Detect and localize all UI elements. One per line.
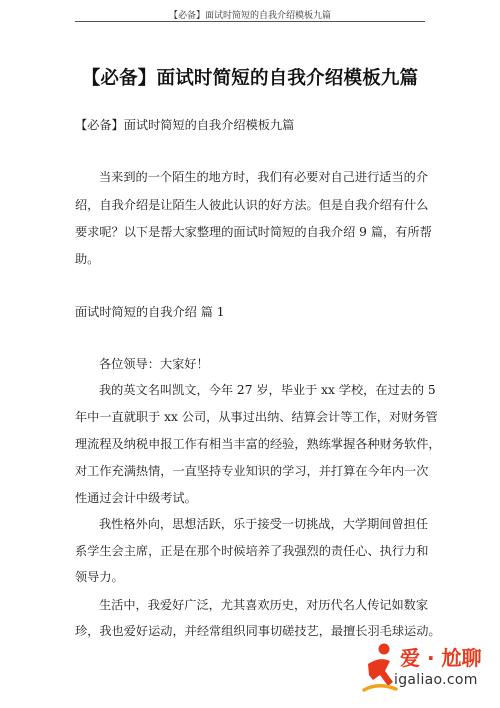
paragraph-line: 我的英文名叫凯文，今年 27 岁，毕业于 xx 学校，在过去的 5 bbox=[99, 383, 436, 397]
intro-line: 绍，自我介绍是让陌生人彼此认识的好方法。但是自我介绍有什么 bbox=[75, 198, 429, 212]
document-subtitle: 【必备】面试时简短的自我介绍模板九篇 bbox=[75, 118, 295, 132]
intro-line: 要求呢？以下是帮大家整理的面试时简短的自我介绍 9 篇，有所帮 bbox=[75, 225, 432, 239]
paragraph-line: 珍，我也爱好运动，并经常组织同事切磋技艺，最擅长羽毛球运动。 bbox=[75, 624, 441, 638]
site-watermark bbox=[358, 640, 500, 700]
paragraph-line: 我性格外向，思想活跃，乐于接受一切挑战，大学期间曾担任 bbox=[99, 517, 429, 531]
greeting: 各位领导：大家好！ bbox=[99, 357, 209, 371]
intro-line: 当来到的一个陌生的地方时，我们有必要对自己进行适当的介 bbox=[99, 170, 429, 184]
watermark-url: igaliao.com bbox=[394, 672, 478, 688]
running-header: 【必备】面试时简短的自我介绍模板九篇 bbox=[168, 11, 331, 21]
paragraph-line: 理流程及纳税申报工作有相当丰富的经验，熟练掌握各种财务软件， bbox=[75, 437, 441, 451]
paragraph-line: 系学生会主席，正是在那个时候培养了我强烈的责任心、执行力和 bbox=[75, 544, 429, 558]
paragraph-line: 对工作充满热情，一直坚持专业知识的学习，并打算在今年内一次 bbox=[75, 464, 429, 478]
paragraph-line: 领导力。 bbox=[75, 570, 124, 584]
paragraph-line: 生活中，我爱好广泛，尤其喜欢历史，对历代名人传记如数家 bbox=[99, 598, 429, 612]
intro-line: 助。 bbox=[75, 252, 100, 266]
section-heading: 面试时简短的自我介绍 篇 1 bbox=[75, 305, 225, 319]
watermark-name: 爱 · 尬聊 bbox=[400, 646, 482, 670]
paragraph-line: 年中一直就职于 xx 公司，从事过出纳、结算会计等工作，对财务管 bbox=[75, 410, 438, 424]
document-title: 【必备】面试时简短的自我介绍模板九篇 bbox=[81, 68, 419, 89]
paragraph-line: 性通过会计中级考试。 bbox=[75, 491, 197, 505]
header-divider bbox=[75, 21, 425, 22]
